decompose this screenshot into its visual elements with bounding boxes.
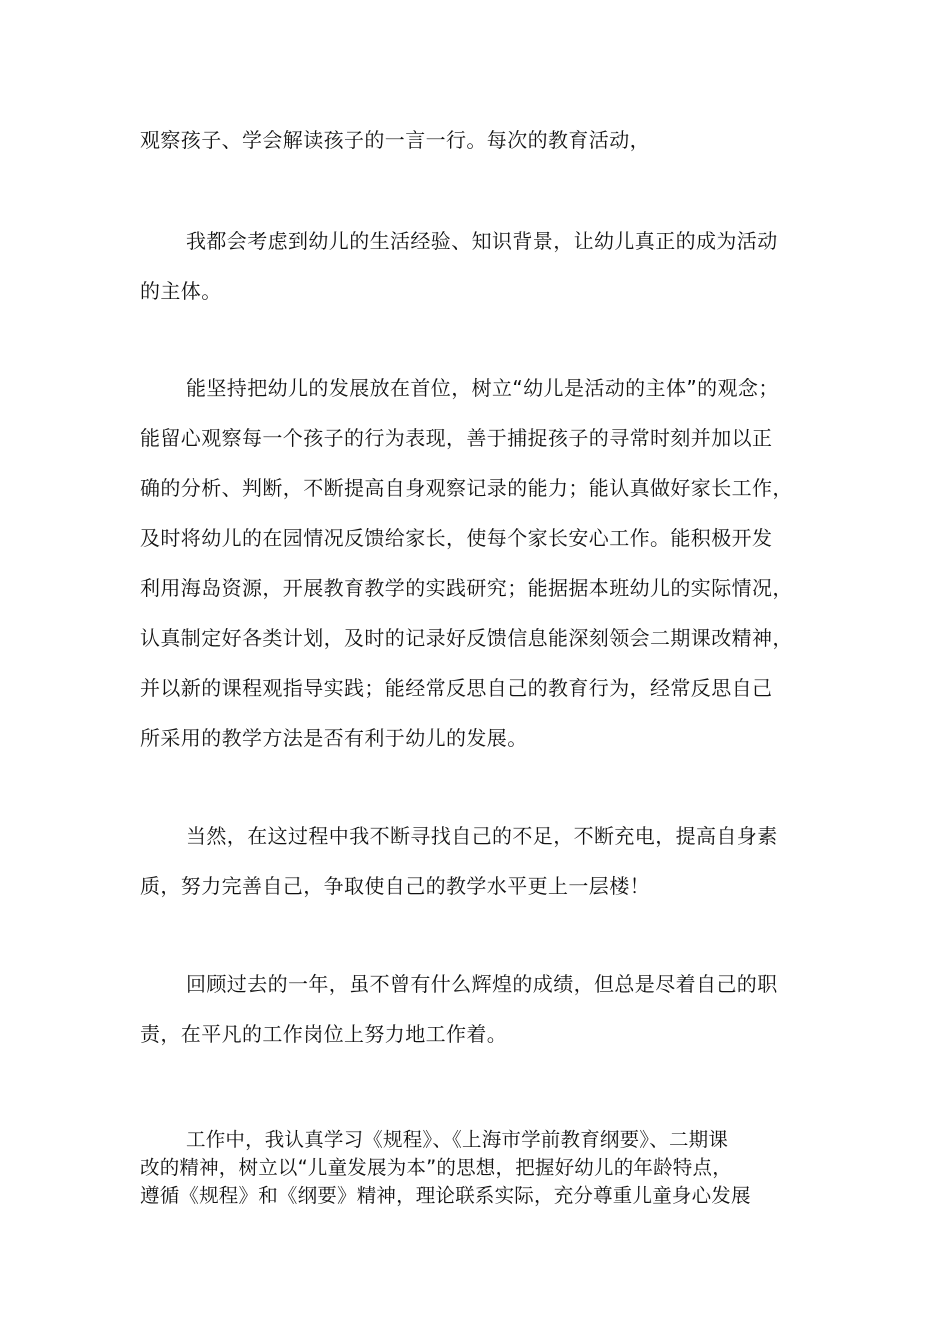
paragraph-6-line-2: 改的精神，树立以“儿童发展为本”的思想，把握好幼儿的年龄特点， [140, 1156, 732, 1179]
paragraph-3-line-3: 确的分析、判断，不断提高自身观察记录的能力；能认真做好家长工作， [140, 476, 793, 500]
paragraph-2-line-2: 的主体。 [140, 279, 222, 303]
paragraph-3-line-6: 认真制定好各类计划，及时的记录好反馈信息能深刻领会二期课改精神， [140, 626, 793, 650]
paragraph-1-line-1: 观察孩子、学会解读孩子的一言一行。每次的教育活动， [140, 128, 650, 152]
paragraph-5-line-1: 回顾过去的一年，虽不曾有什么辉煌的成绩，但总是尽着自己的职 [186, 972, 778, 996]
paragraph-3-line-2: 能留心观察每一个孩子的行为表现，善于捕捉孩子的寻常时刻并加以正 [140, 426, 773, 450]
paragraph-3-line-1: 能坚持把幼儿的发展放在首位，树立“幼儿是活动的主体”的观念； [186, 376, 779, 400]
paragraph-2-line-1: 我都会考虑到幼儿的生活经验、知识背景，让幼儿真正的成为活动 [186, 229, 778, 253]
paragraph-3-line-5: 利用海岛资源，开展教育教学的实践研究；能据据本班幼儿的实际情况， [140, 576, 793, 600]
paragraph-5-line-2: 责，在平凡的工作岗位上努力地工作着。 [140, 1022, 508, 1046]
paragraph-4-line-2: 质，努力完善自己，争取使自己的教学水平更上一层楼！ [140, 874, 650, 898]
paragraph-3-line-7: 并以新的课程观指导实践；能经常反思自己的教育行为，经常反思自己 [140, 676, 773, 700]
paragraph-4-line-1: 当然，在这过程中我不断寻找自己的不足，不断充电，提高自身素 [186, 824, 778, 848]
paragraph-3-line-8: 所采用的教学方法是否有利于幼儿的发展。 [140, 726, 528, 750]
paragraph-6-line-1: 工作中，我认真学习《规程》、《上海市学前教育纲要》、二期课 [186, 1128, 729, 1151]
paragraph-6-line-3: 遵循《规程》和《纲要》精神，理论联系实际，充分尊重儿童身心发展 [140, 1184, 751, 1207]
paragraph-3-line-4: 及时将幼儿的在园情况反馈给家长，使每个家长安心工作。能积极开发 [140, 526, 773, 550]
